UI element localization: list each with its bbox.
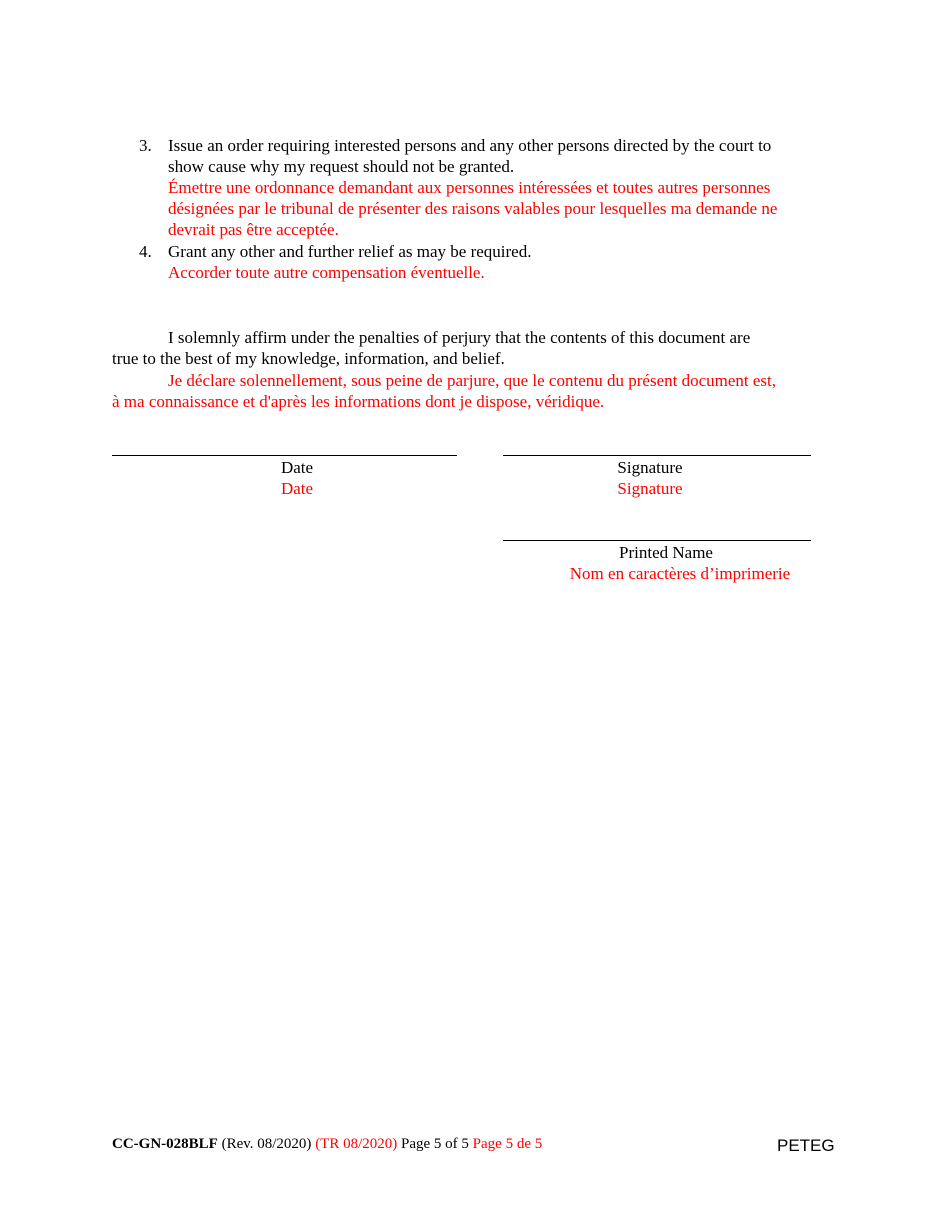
footer-revision: (Rev. 08/2020)	[221, 1136, 312, 1152]
date-line[interactable]	[112, 455, 457, 456]
footer-form-code: CC-GN-028BLF	[112, 1136, 218, 1152]
date-label-en: Date	[280, 458, 314, 477]
printed-name-label-en: Printed Name	[619, 543, 713, 562]
footer-page-fr: Page 5 de 5	[472, 1136, 543, 1152]
list-number-4: 4.	[139, 242, 152, 261]
affirmation-fr-line-1: Je déclare solennellement, sous peine de parjure, que le contenu du présent document est,	[168, 371, 777, 390]
list-number-3: 3.	[139, 136, 152, 155]
footer-form-info	[112, 1134, 542, 1155]
signature-label-fr: Signature	[617, 479, 683, 498]
signature-label-en: Signature	[617, 458, 683, 477]
printed-name-line[interactable]	[503, 540, 811, 541]
item-4-fr-line-1: Accorder toute autre compensation éventuelle.	[168, 263, 485, 282]
item-3-fr-line-2: désignées par le tribunal de présenter des raisons valables pour lesquelles ma demande ne	[168, 199, 778, 218]
item-3-en-line-1: Issue an order requiring interested persons and any other persons directed by the court to	[168, 136, 772, 155]
printed-name-label-fr: Nom en caractères d’imprimerie	[569, 564, 791, 583]
footer-page-en: Page 5 of 5	[401, 1136, 469, 1152]
item-4-en-line-1: Grant any other and further relief as may be required.	[168, 242, 532, 261]
affirmation-en-line-2: true to the best of my knowledge, information, and belief.	[112, 349, 505, 368]
item-3-fr-line-3: devrait pas être acceptée.	[168, 220, 339, 239]
footer-form-tag: PETEG	[777, 1136, 835, 1155]
affirmation-en-line-1: I solemnly affirm under the penalties of perjury that the contents of this document are	[168, 328, 751, 347]
date-label-fr: Date	[280, 479, 314, 498]
footer-translation-revision: (TR 08/2020)	[315, 1136, 398, 1152]
affirmation-fr-line-2: à ma connaissance et d'après les informations dont je dispose, véridique.	[112, 392, 605, 411]
signature-line[interactable]	[503, 455, 811, 456]
item-3-en-line-2: show cause why my request should not be granted.	[168, 157, 515, 176]
item-3-fr-line-1: Émettre une ordonnance demandant aux personnes intéressées et toutes autres personnes	[168, 178, 771, 197]
